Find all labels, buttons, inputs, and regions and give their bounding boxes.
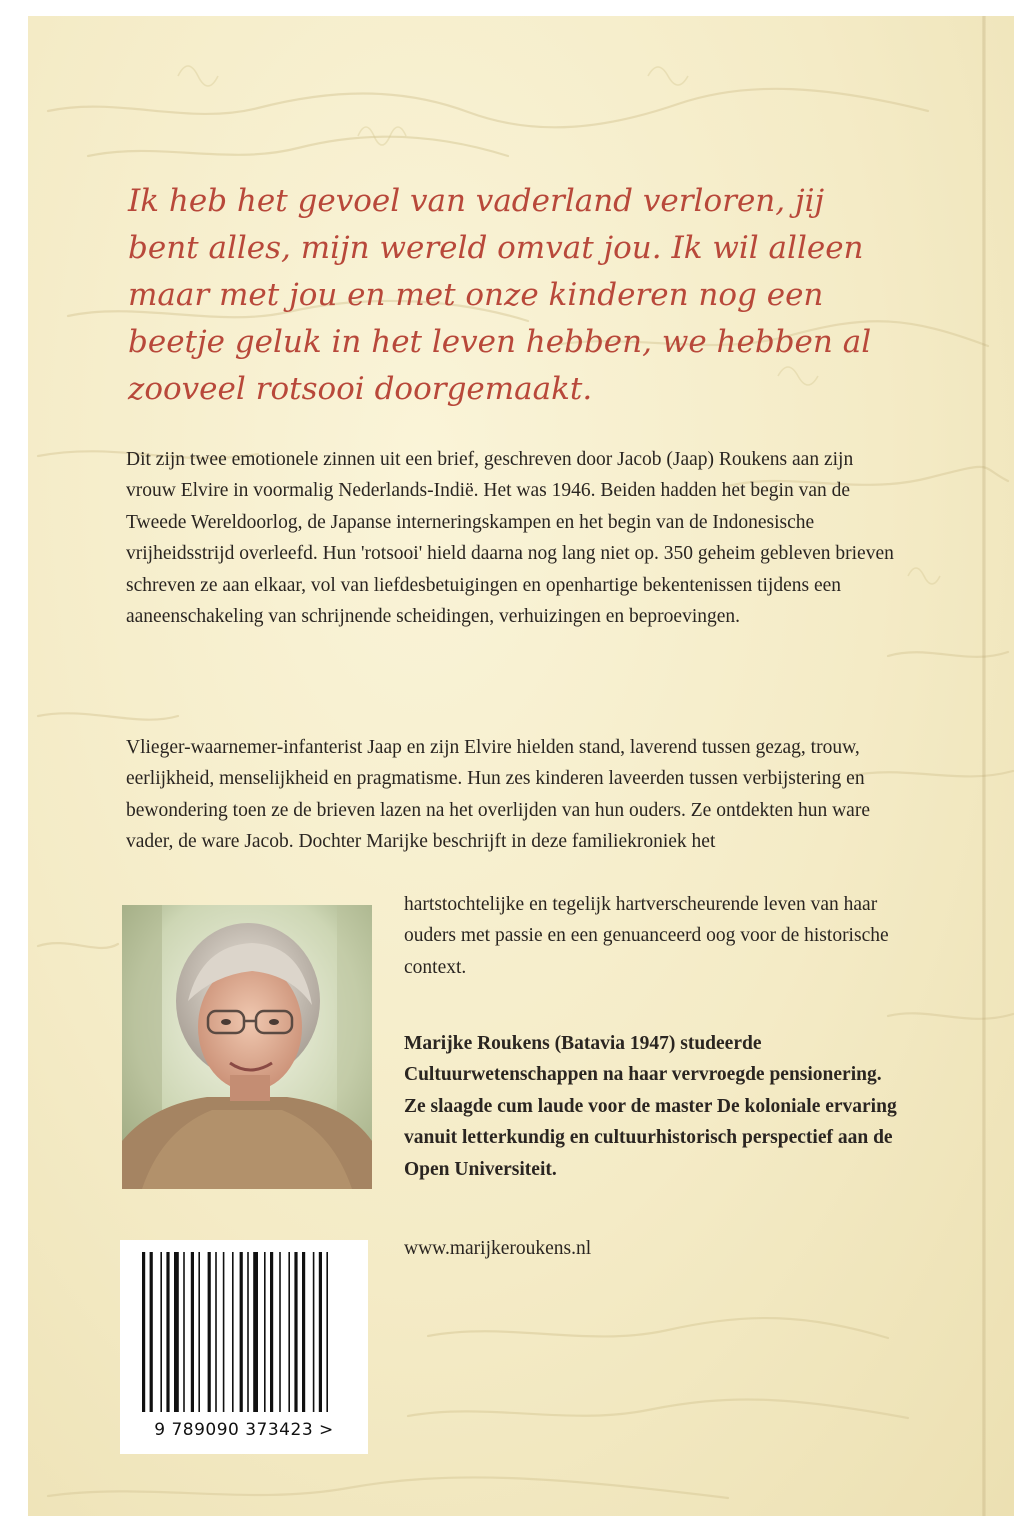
barcode-bar bbox=[313, 1252, 315, 1412]
barcode-bar bbox=[208, 1252, 211, 1412]
barcode-bar bbox=[142, 1252, 145, 1412]
book-back-cover bbox=[28, 16, 1014, 1516]
spine-edge bbox=[982, 16, 986, 1516]
barcode-bar bbox=[270, 1252, 273, 1412]
isbn-number: 9 789090 373423 > bbox=[154, 1420, 334, 1440]
description-paragraph-2: Vlieger-waarnemer-infanterist Jaap en zijn Elvire hielden stand, laverend tussen gezag, trouw, eerlijkheid, menselijkheid en pragmatisme. Hun zes kinderen laveerden tussen verbijstering en bewondering toen ze de brieven lazen na het overlijden van hun ouders. Ze ontdekten hun ware vader, de ware Jacob. Dochter Marijke beschrijft in deze familiekroniek het bbox=[126, 737, 870, 853]
barcode-bar bbox=[288, 1252, 290, 1412]
barcode-bar bbox=[279, 1252, 281, 1412]
description-paragraph-3: hartstochtelijke en tegelijk hartverscheurende leven van haar ouders met passie en een genuanceerd oog voor de historische context. bbox=[404, 894, 889, 978]
barcode-bar bbox=[198, 1252, 200, 1412]
author-website[interactable]: www.marijkeroukens.nl bbox=[404, 1238, 592, 1259]
barcode-bar bbox=[166, 1252, 169, 1412]
barcode-bar bbox=[264, 1252, 266, 1412]
quote-text: Ik heb het gevoel van vaderland verloren, jij bent alles, mijn wereld omvat jou. Ik wil alleen maar met jou en met onze kinderen nog een beetje geluk in het leven hebben, we hebben al zooveel rotsooi doorgemaakt. bbox=[128, 183, 872, 407]
barcode-bars bbox=[120, 1240, 368, 1420]
barcode-bar bbox=[294, 1252, 297, 1412]
author-photo bbox=[122, 905, 372, 1189]
barcode-bar bbox=[326, 1252, 328, 1412]
barcode-bar bbox=[240, 1252, 243, 1412]
barcode-bar bbox=[160, 1252, 162, 1412]
barcode-bar bbox=[253, 1252, 258, 1412]
barcode-bar bbox=[247, 1252, 249, 1412]
barcode-bar bbox=[150, 1252, 153, 1412]
barcode-bar bbox=[191, 1252, 194, 1412]
barcode-bar bbox=[302, 1252, 305, 1412]
barcode-bar bbox=[183, 1252, 185, 1412]
barcode-bar bbox=[223, 1252, 225, 1412]
barcode-bar bbox=[215, 1252, 217, 1412]
barcode-bar bbox=[232, 1252, 234, 1412]
description-paragraph-1: Dit zijn twee emotionele zinnen uit een brief, geschreven door Jacob (Jaap) Roukens aan zijn vrouw Elvire in voormalig Nederlands-Indië. Het was 1946. Beiden hadden het begin van de Tweede Wereldoorlog, de Japanse interneringskampen en het begin van de Indonesische vrijheidsstrijd overleefd. Hun 'rotsooi' hield daarna nog lang niet op. 350 geheim gebleven brieven schreven ze aan elkaar, vol van liefdesbetuigingen en openhartige bekentenissen tijdens een aaneenschakeling van schrijnende scheidingen, verhuizingen en beproevingen. bbox=[126, 449, 894, 628]
isbn-barcode bbox=[120, 1240, 368, 1454]
barcode-bar bbox=[319, 1252, 322, 1412]
barcode-bar bbox=[174, 1252, 179, 1412]
author-bio: Marijke Roukens (Batavia 1947) studeerde Cultuurwetenschappen na haar vervroegde pensionering. Ze slaagde cum laude voor de master De koloniale ervaring vanuit letterkundig en cultuurhistorisch perspectief aan de Open Universiteit. bbox=[404, 1033, 897, 1180]
